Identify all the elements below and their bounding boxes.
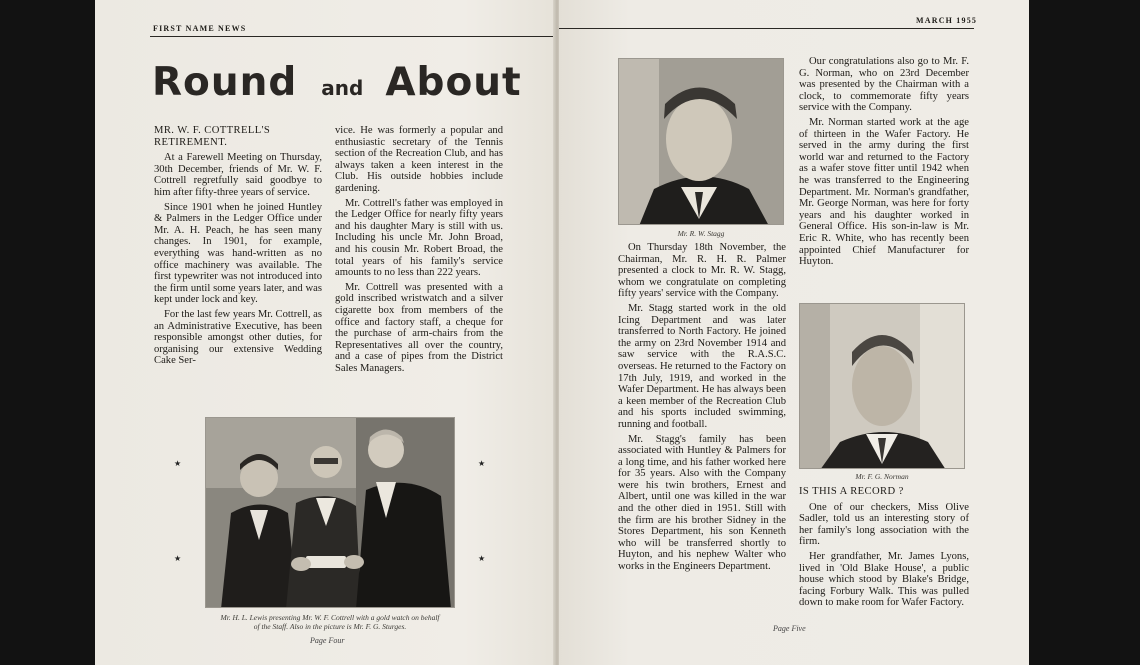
article-paragraph: One of our checkers, Miss Olive Sadler, told us an interesting story of her family's long association with the firm. bbox=[799, 501, 969, 548]
article-paragraph: Our congratulations also go to Mr. F. G. Norman, who on 23rd December was presented by the Chairman with a clock, to commemorate fifty years service with the Company. bbox=[799, 56, 969, 114]
article-paragraph: On Thursday 18th November, the Chairman, Mr. R. H. R. Palmer presented a clock to Mr. R. W. Stagg, whom we congratulate on completing fifty years' service with the Company. bbox=[618, 242, 786, 300]
presentation-photo bbox=[205, 417, 455, 608]
star-ornament: ★ bbox=[478, 554, 486, 563]
title-and: and bbox=[321, 76, 364, 100]
record-column bbox=[799, 486, 969, 612]
right-page bbox=[559, 0, 1029, 665]
running-head-left: FIRST NAME NEWS bbox=[153, 24, 247, 33]
norman-column bbox=[799, 56, 969, 271]
star-ornament: ★ bbox=[174, 554, 182, 563]
article-paragraph: Mr. Cottrell was presented with a gold inscribed wristwatch and a silver cigarette box from members of the office and factory staff, a cheque for the purchase of arm-chairs from the Representatives all over the country, and a case of pipes from the District Sales Managers. bbox=[335, 281, 503, 374]
star-ornament: ★ bbox=[174, 459, 182, 468]
norman-portrait-photo bbox=[799, 303, 965, 469]
title-about: About bbox=[385, 60, 522, 105]
stagg-column bbox=[618, 242, 786, 576]
norman-photo-caption: Mr. F. G. Norman bbox=[855, 472, 909, 481]
article-paragraph: Mr. Cottrell's father was employed in the Ledger Office for nearly fifty years and his daughter Mary is still with us. Including his uncle Mr. John Broad, and his cousin Mr. Robert Broad, the total years of his family's service amounts to no less than 222 years. bbox=[335, 197, 503, 279]
article-paragraph: At a Farewell Meeting on Thursday, 30th December, friends of Mr. W. F. Cottrell regretfully said goodbye to him after fifty-three years of service. bbox=[154, 152, 322, 198]
article-paragraph: Mr. Norman started work at the age of thirteen in the Wafer Factory. He served in the army during the first world war and returned to the Factory as a wafer stove fitter until 1942 when he was transferred to the Engineering Department. Mr. Norman's grandfather, Mr. George Norman, was here for forty years and his daughter worked in General Office. His son-in-law is Mr. Eric R. White, who has recently been appointed Chief Manufacturer for Huyton. bbox=[799, 116, 969, 268]
article-paragraph: Mr. Stagg's family has been associated with Huntley & Palmers for a long time, and his father worked here for 35 years. Also with the Company were his twin brothers, Ernest and Albert, until one was killed in the war and the other died in 1951. Still with the firm are his brother Sidney in the Stores Department, his son Kenneth who will be transferred shortly to Huyton, and his nephew Walter who works in the Engineers Department. bbox=[618, 433, 786, 573]
article-paragraph: Her grandfather, Mr. James Lyons, lived in 'Old Blake House', a public house which stood by Blake's Bridge, facing Forbury Walk. This was pulled down to make room for Wafer Factory. bbox=[799, 550, 969, 609]
page-number-right: Page Five bbox=[773, 624, 806, 633]
photo-caption-line2: of the Staff. Also in the picture is Mr. F. G. Sturges. bbox=[253, 622, 407, 631]
cottrell-column-1 bbox=[154, 125, 322, 370]
record-heading: IS THIS A RECORD ? bbox=[799, 486, 904, 497]
page-number-left: Page Four bbox=[310, 636, 345, 645]
stagg-portrait-photo bbox=[618, 58, 784, 225]
article-paragraph: For the last few years Mr. Cottrell, as an Administrative Executive, has been responsible amongst other duties, for organising our extensive Wedding Cake Ser- bbox=[154, 308, 322, 367]
page-title bbox=[152, 60, 522, 105]
running-head-right: MARCH 1955 bbox=[916, 16, 978, 25]
article-heading-line2: RETIREMENT. bbox=[154, 136, 228, 148]
photo-caption-line1: Mr. H. L. Lewis presenting Mr. W. F. Cottrell with a gold watch on behalf bbox=[220, 613, 440, 622]
star-ornament: ★ bbox=[478, 459, 486, 468]
cottrell-column-2 bbox=[335, 125, 503, 377]
left-page bbox=[95, 0, 557, 665]
stagg-photo-caption: Mr. R. W. Stagg bbox=[677, 229, 725, 238]
article-heading-line1: MR. W. F. COTTRELL'S bbox=[154, 125, 271, 136]
article-paragraph: Mr. Stagg started work in the old Icing Department and was later transferred to North Factory. He joined the army on 23rd November 1914 and saw service with the R.A.S.C. overseas. He returned to the Factory on 17th July, 1919, and worked in the Wafer Department. He has always been a keen member of the Recreation Club and his sports included swimming, running and football. bbox=[618, 302, 786, 430]
photo-caption bbox=[190, 613, 470, 631]
article-paragraph: Since 1901 when he joined Huntley & Palmers in the Ledger Office under Mr. A. H. Peach, he has seen many changes. In 1901, for example, everything was hand-written as no office machinery was available. The first typewriter was not introduced into the firm until some years later, and was kept under lock and key. bbox=[154, 201, 322, 306]
header-rule-left bbox=[150, 36, 557, 37]
header-rule-right bbox=[559, 28, 974, 29]
article-paragraph: vice. He was formerly a popular and enthusiastic secretary of the Tennis section of the Recreation Club, and has always taken a keen interest in the Club. His outside hobbies include gardening. bbox=[335, 125, 503, 194]
title-round: Round bbox=[152, 60, 298, 105]
